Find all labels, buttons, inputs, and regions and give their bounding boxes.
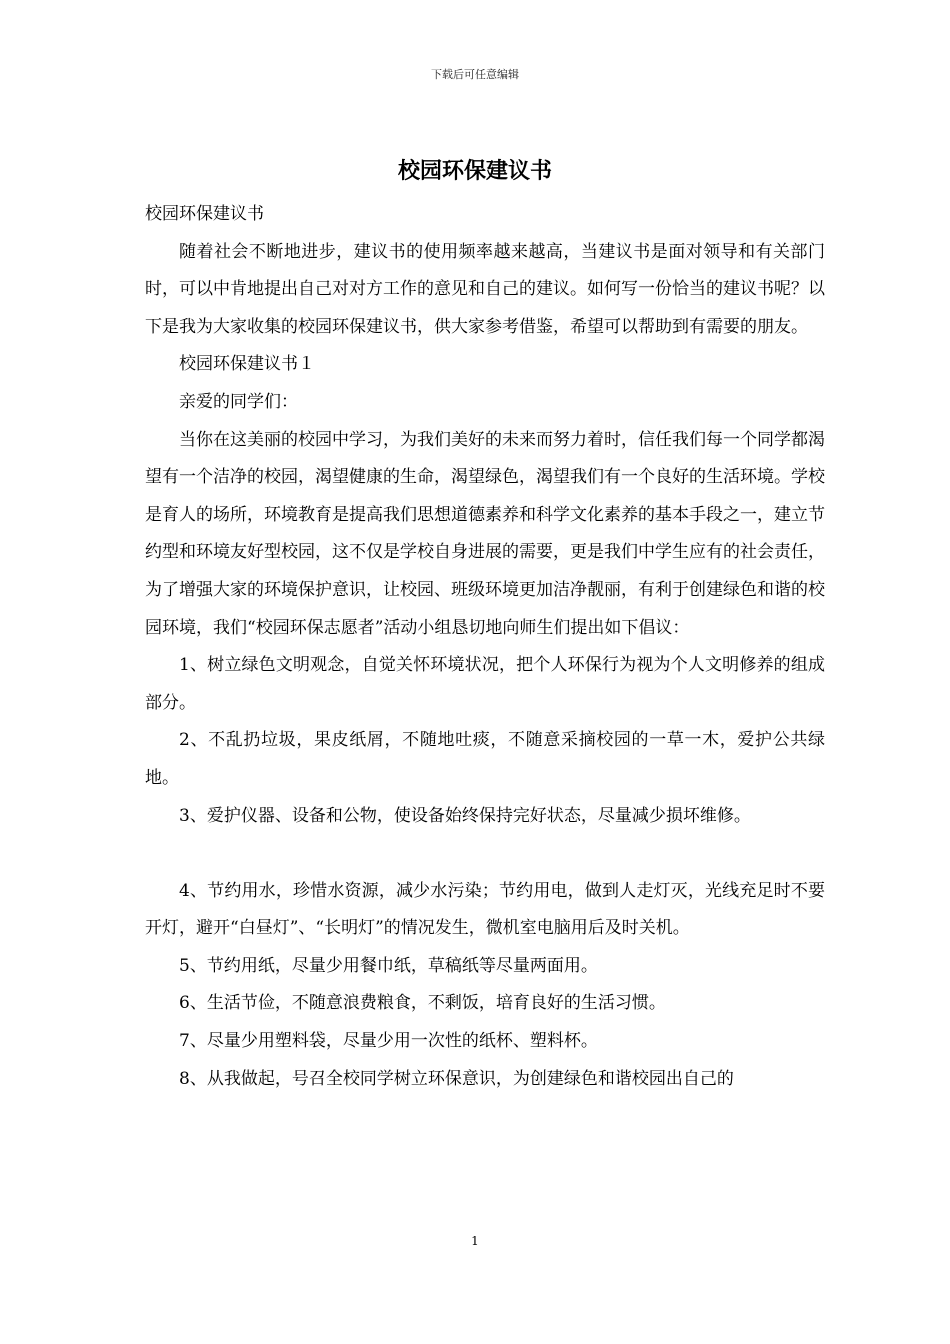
page-number: 1 [471,1234,479,1248]
proposal-item-4: 4、节约用水，珍惜水资源，减少水污染；节约用电，做到人走灯灭，光线充足时不要开灯，避开“白昼灯”、“长明灯”的情况发生，微机室电脑用后及时关机。 [145,880,825,939]
paragraph-salutation: 亲爱的同学们： [179,391,298,412]
proposal-item-3: 3、爱护仪器、设备和公物，使设备始终保持完好状态，尽量减少损坏维修。 [179,805,751,826]
document-title: 校园环保建议书 [397,158,552,184]
header-note: 下载后可任意编辑 [431,68,519,81]
paragraph-body: 当你在这美丽的校园中学习，为我们美好的未来而努力着时，信任我们每一个同学都渴望有一个洁净的校园，渴望健康的生命，渴望绿色，渴望我们有一个良好的生活环境。学校是育人的场所，环境教育是提高我们思想道德素养和科学文化素养的基本手段之一，建立节约型和环境友好型校园，这不仅是学校自身进展的需要，更是我们中学生应有的社会责任，为了增强大家的环境保护意识，让校园、班级环境更加洁净靓丽，有利于创建绿色和谐的校园环境，我们“校园环保志愿者”活动小组恳切地向师生们提出如下倡议： [145,429,825,638]
proposal-item-7: 7、尽量少用塑料袋，尽量少用一次性的纸杯、塑料杯。 [179,1031,598,1052]
document-body [145,196,825,1098]
paragraph-heading-1: 校园环保建议书１ [179,354,315,375]
proposal-item-6: 6、生活节俭，不随意浪费粮食，不剩饭，培育良好的生活习惯。 [179,993,666,1014]
proposal-item-8: 8、从我做起，号召全校同学树立环保意识，为创建绿色和谐校园出自己的 [179,1068,734,1089]
proposal-item-1: 1、树立绿色文明观念，自觉关怀环境状况，把个人环保行为视为个人文明修养的组成部分。 [145,655,825,713]
paragraph-intro: 随着社会不断地进步，建议书的使用频率越来越高，当建议书是面对领导和有关部门时，可以中肯地提出自己对对方工作的意见和自己的建议。如何写一份恰当的建议书呢？以下是我为大家收集的校园环保建议书，供大家参考借鉴，希望可以帮助到有需要的朋友。 [145,241,825,337]
paragraph-subtitle: 校园环保建议书 [145,204,264,224]
proposal-item-5: 5、节约用纸，尽量少用餐巾纸，草稿纸等尽量两面用。 [179,955,598,976]
blank-line [145,835,825,873]
proposal-item-2: 2、不乱扔垃圾，果皮纸屑，不随地吐痰，不随意采摘校园的一草一木，爱护公共绿地。 [145,730,825,788]
